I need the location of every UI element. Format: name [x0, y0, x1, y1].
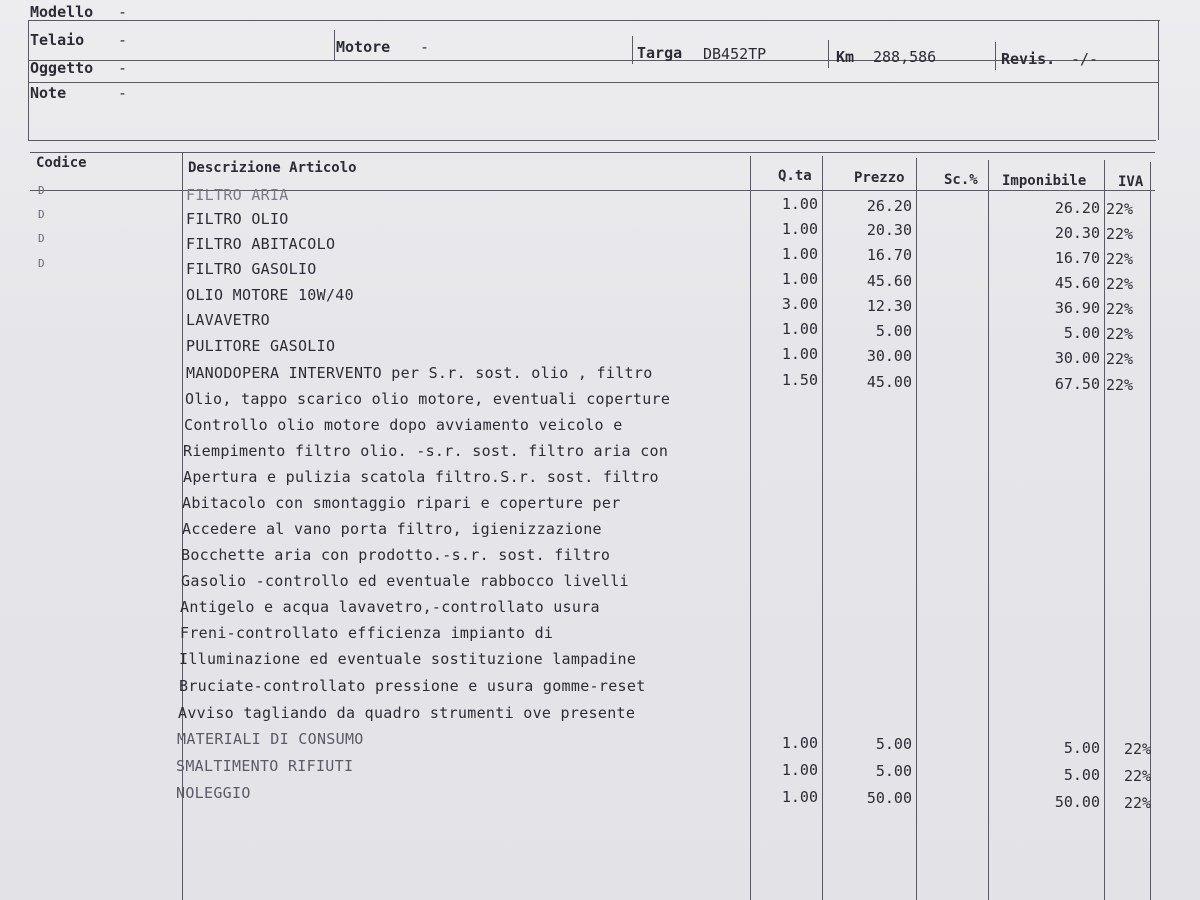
item-iva: 22% [1106, 225, 1134, 243]
item-code: D [38, 232, 45, 245]
item-description: FILTRO ABITACOLO [186, 235, 336, 253]
revis-value: -/- [1071, 50, 1099, 68]
header-line [28, 60, 1160, 61]
header-line [28, 20, 1160, 21]
item-iva: 22% [1106, 325, 1134, 343]
item-price: 30.00 [866, 347, 912, 365]
header-line [28, 140, 1156, 141]
item-imponibile: 5.00 [1063, 324, 1100, 342]
item-price: 12.30 [866, 297, 912, 315]
targa-label: Targa [637, 44, 683, 62]
item-quantity: 1.00 [781, 345, 818, 363]
item-code: D [38, 257, 45, 270]
oggetto-label: Oggetto [30, 59, 94, 77]
item-imponibile: 5.00 [1063, 766, 1100, 784]
telaio-label: Telaio [30, 31, 85, 49]
item-price: 26.20 [866, 197, 912, 215]
item-imponibile: 5.00 [1063, 739, 1100, 757]
item-quantity: 1.00 [781, 245, 818, 263]
item-imponibile: 45.60 [1054, 274, 1100, 292]
motore-value: - [420, 38, 430, 56]
item-description: OLIO MOTORE 10W/40 [186, 286, 354, 304]
telaio-value: - [118, 31, 128, 49]
col-prezzo: Prezzo [854, 170, 905, 186]
note-label: Note [30, 84, 67, 102]
table-line [1104, 160, 1105, 900]
col-codice: Codice [36, 155, 87, 171]
item-quantity: 1.00 [781, 788, 818, 806]
item-price: 5.00 [875, 762, 912, 780]
col-qta: Q.ta [778, 168, 812, 184]
item-iva: 22% [1106, 275, 1134, 293]
item-description: PULITORE GASOLIO [186, 337, 336, 355]
item-iva: 22% [1106, 250, 1134, 268]
item-iva: 22% [1106, 350, 1134, 368]
labor-line: Bruciate-controllato pressione e usura gomme-reset [179, 677, 646, 695]
header-line [632, 36, 633, 64]
item-iva: 22% [1106, 300, 1134, 318]
item-price: 20.30 [866, 221, 912, 239]
item-description: FILTRO GASOLIO [186, 260, 317, 278]
col-sconto: Sc.% [944, 172, 978, 188]
table-line [916, 158, 917, 900]
item-price: 45.00 [866, 373, 912, 391]
labor-line: Illuminazione ed eventuale sostituzione lampadine [179, 650, 637, 668]
item-quantity: 1.50 [781, 371, 818, 389]
header-line [28, 82, 1158, 83]
item-description: SMALTIMENTO RIFIUTI [176, 757, 354, 775]
item-imponibile: 16.70 [1054, 249, 1100, 267]
item-imponibile: 26.20 [1054, 199, 1100, 217]
km-label: Km [836, 48, 855, 66]
item-iva: 22% [1124, 794, 1152, 812]
header-line [1158, 20, 1159, 140]
item-imponibile: 67.50 [1054, 375, 1100, 393]
item-price: 16.70 [866, 246, 912, 264]
revis-label: Revis. [1001, 50, 1056, 68]
header-line [995, 42, 996, 70]
item-price: 50.00 [866, 789, 912, 807]
km-value: 288,586 [873, 48, 937, 66]
item-code: D [38, 184, 45, 197]
item-iva: 22% [1124, 740, 1152, 758]
table-line [1150, 162, 1151, 900]
header-line [28, 20, 29, 140]
item-iva: 22% [1106, 200, 1134, 218]
item-quantity: 1.00 [781, 270, 818, 288]
item-quantity: 1.00 [781, 734, 818, 752]
labor-line: Apertura e pulizia scatola filtro.S.r. sost. filtro [183, 468, 659, 486]
item-quantity: 1.00 [781, 220, 818, 238]
labor-line: Bocchette aria con prodotto.-s.r. sost. filtro [181, 546, 611, 564]
item-iva: 22% [1106, 376, 1134, 394]
labor-line: Antigelo e acqua lavavetro,-controllato usura [180, 598, 600, 616]
labor-line: Controllo olio motore dopo avviamento veicolo e [184, 416, 623, 434]
item-imponibile: 50.00 [1054, 793, 1100, 811]
col-imponibile: Imponibile [1002, 173, 1087, 189]
col-iva: IVA [1118, 174, 1144, 190]
item-quantity: 3.00 [781, 295, 818, 313]
header-line [334, 30, 335, 60]
col-descrizione: Descrizione Articolo [188, 160, 357, 176]
item-iva: 22% [1124, 767, 1152, 785]
item-description: NOLEGGIO [176, 784, 251, 802]
labor-line: Accedere al vano porta filtro, igienizzazione [182, 520, 602, 538]
labor-line: Freni-controllato efficienza impianto di [180, 624, 554, 642]
item-imponibile: 30.00 [1054, 349, 1100, 367]
labor-line: Abitacolo con smontaggio ripari e coperture per [182, 494, 621, 512]
modello-label: Modello [30, 3, 94, 21]
table-line [30, 152, 1155, 153]
oggetto-value: - [118, 59, 128, 77]
item-quantity: 1.00 [781, 761, 818, 779]
modello-value: - [118, 3, 128, 21]
motore-label: Motore [336, 38, 391, 56]
labor-line: Gasolio -controllo ed eventuale rabbocco livelli [181, 572, 629, 590]
item-description: FILTRO OLIO [186, 210, 289, 228]
item-quantity: 1.00 [781, 195, 818, 213]
labor-line: Riempimento filtro olio. -s.r. sost. filtro aria con [183, 442, 669, 460]
item-quantity: 1.00 [781, 320, 818, 338]
header-line [828, 40, 829, 68]
item-description: MANODOPERA INTERVENTO per S.r. sost. olio , filtro [186, 364, 653, 382]
item-price: 45.60 [866, 272, 912, 290]
labor-line: Avviso tagliando da quadro strumenti ove presente [178, 704, 636, 722]
item-price: 5.00 [875, 322, 912, 340]
item-description: LAVAVETRO [186, 311, 270, 329]
item-imponibile: 20.30 [1054, 224, 1100, 242]
note-value: - [118, 84, 128, 102]
item-imponibile: 36.90 [1054, 299, 1100, 317]
labor-line: Olio, tappo scarico olio motore, eventuali coperture [185, 390, 671, 408]
item-description: MATERIALI DI CONSUMO [177, 730, 364, 748]
table-line [988, 160, 989, 900]
item-price: 5.00 [875, 735, 912, 753]
item-description: FILTRO ARIA [186, 186, 289, 204]
targa-value: DB452TP [703, 45, 767, 63]
item-code: D [38, 208, 45, 221]
